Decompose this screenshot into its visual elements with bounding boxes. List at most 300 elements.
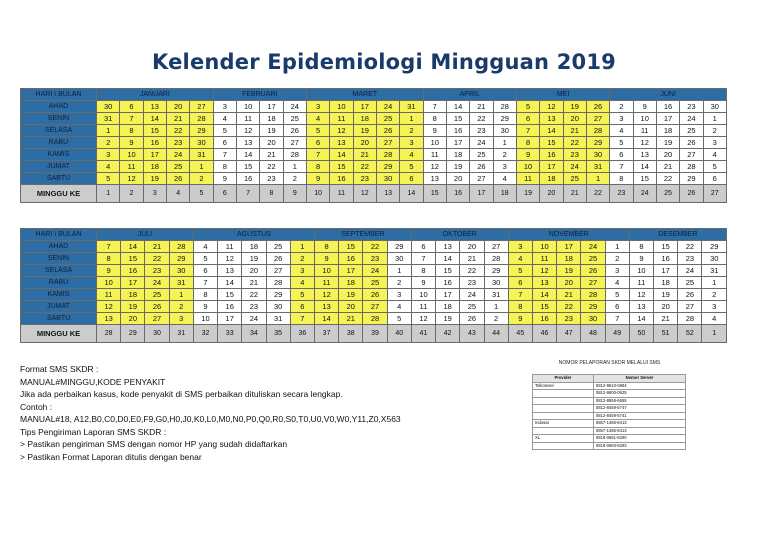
date-cell: 14 xyxy=(633,161,656,173)
server-number-cell: 0812-8459-5741 xyxy=(593,412,685,420)
week-number: 13 xyxy=(376,185,399,203)
date-cell: 15 xyxy=(330,161,353,173)
day-row xyxy=(21,125,727,137)
date-cell: 18 xyxy=(260,113,283,125)
date-cell: 6 xyxy=(516,113,539,125)
week-number: 12 xyxy=(353,185,376,203)
date-cell: 19 xyxy=(654,289,678,301)
week-number: 44 xyxy=(484,325,508,343)
date-cell: 13 xyxy=(436,241,460,253)
date-cell: 24 xyxy=(242,313,266,325)
day-row xyxy=(21,241,727,253)
month-name: AGUSTUS xyxy=(193,229,314,241)
week-number: 23 xyxy=(610,185,633,203)
date-cell: 6 xyxy=(605,301,629,313)
date-cell: 16 xyxy=(218,301,242,313)
date-cell: 10 xyxy=(97,277,121,289)
date-cell: 30 xyxy=(169,265,193,277)
date-cell: 22 xyxy=(563,137,586,149)
date-cell: 26 xyxy=(680,137,703,149)
date-cell: 15 xyxy=(532,301,556,313)
week-number: 22 xyxy=(586,185,609,203)
date-cell: 22 xyxy=(260,161,283,173)
date-cell: 19 xyxy=(563,101,586,113)
date-cell: 10 xyxy=(629,265,653,277)
sms-row xyxy=(533,397,686,405)
week-number: 26 xyxy=(680,185,703,203)
date-cell: 18 xyxy=(656,125,679,137)
day-row xyxy=(21,101,727,113)
date-cell: 11 xyxy=(423,149,446,161)
date-cell: 4 xyxy=(508,253,532,265)
date-cell: 29 xyxy=(387,241,411,253)
date-cell: 4 xyxy=(213,113,236,125)
date-cell: 11 xyxy=(236,113,259,125)
date-cell: 5 xyxy=(213,125,236,137)
date-cell: 24 xyxy=(283,101,306,113)
week-number-row xyxy=(21,325,727,343)
date-cell: 17 xyxy=(121,277,145,289)
date-cell: 20 xyxy=(446,173,469,185)
date-cell: 6 xyxy=(306,137,329,149)
date-cell: 30 xyxy=(586,149,609,161)
date-cell: 8 xyxy=(120,125,143,137)
date-cell: 11 xyxy=(411,301,435,313)
date-cell: 31 xyxy=(702,265,727,277)
date-cell: 25 xyxy=(460,301,484,313)
date-cell: 5 xyxy=(193,253,217,265)
date-cell: 30 xyxy=(703,101,726,113)
date-cell: 7 xyxy=(193,277,217,289)
date-cell: 23 xyxy=(145,265,169,277)
date-cell: 13 xyxy=(143,101,166,113)
page-title: Kelender Epidemiologi Mingguan 2019 xyxy=(152,50,616,74)
date-cell: 17 xyxy=(540,161,563,173)
date-cell: 18 xyxy=(557,253,581,265)
date-cell: 16 xyxy=(330,173,353,185)
date-cell: 6 xyxy=(400,173,423,185)
date-cell: 25 xyxy=(376,113,399,125)
week-number: 5 xyxy=(190,185,213,203)
date-cell: 5 xyxy=(290,289,314,301)
day-name: KAMIS xyxy=(21,149,97,161)
date-cell: 18 xyxy=(242,241,266,253)
date-cell: 19 xyxy=(557,265,581,277)
date-cell: 7 xyxy=(290,313,314,325)
week-number: 35 xyxy=(266,325,290,343)
date-cell: 18 xyxy=(339,277,363,289)
week-number: 19 xyxy=(516,185,539,203)
week-number: 45 xyxy=(508,325,532,343)
date-cell: 7 xyxy=(120,113,143,125)
week-number: 49 xyxy=(605,325,629,343)
date-cell: 15 xyxy=(339,241,363,253)
date-cell: 19 xyxy=(242,253,266,265)
date-cell: 23 xyxy=(353,173,376,185)
date-cell: 7 xyxy=(411,253,435,265)
week-number: 33 xyxy=(218,325,242,343)
provider-cell xyxy=(533,405,594,413)
sms-row xyxy=(533,412,686,420)
date-cell: 18 xyxy=(436,301,460,313)
date-cell: 31 xyxy=(484,289,508,301)
date-cell: 11 xyxy=(120,161,143,173)
day-name: AHAD xyxy=(21,101,97,113)
sms-header-row xyxy=(533,375,686,383)
week-number: 10 xyxy=(306,185,329,203)
date-cell: 18 xyxy=(121,289,145,301)
date-cell: 2 xyxy=(97,137,120,149)
date-cell: 21 xyxy=(166,113,189,125)
sms-row xyxy=(533,405,686,413)
date-cell: 13 xyxy=(423,173,446,185)
date-cell: 1 xyxy=(605,241,629,253)
date-cell: 20 xyxy=(242,265,266,277)
week-number: 46 xyxy=(532,325,556,343)
date-cell: 5 xyxy=(605,289,629,301)
week-number: 36 xyxy=(290,325,314,343)
date-cell: 20 xyxy=(353,137,376,149)
date-cell: 20 xyxy=(166,101,189,113)
date-cell: 29 xyxy=(493,113,516,125)
week-label: MINGGU KE xyxy=(21,325,97,343)
date-cell: 19 xyxy=(353,125,376,137)
day-name: AHAD xyxy=(21,241,97,253)
date-cell: 3 xyxy=(703,137,726,149)
date-cell: 27 xyxy=(484,241,508,253)
sms-row xyxy=(533,427,686,435)
date-cell: 26 xyxy=(283,125,306,137)
date-cell: 28 xyxy=(266,277,290,289)
info-line: MANUAL#18, A12,B0,C0,D0,E0,F9,G0,H0,J0,K0,L0,M0,N0,P0,Q0,R0,S0,T0,U0,V0,W0,Y11,Z0,X563 xyxy=(20,414,401,424)
week-number: 43 xyxy=(460,325,484,343)
date-cell: 6 xyxy=(290,301,314,313)
date-cell: 12 xyxy=(97,301,121,313)
date-cell: 14 xyxy=(236,149,259,161)
date-cell: 28 xyxy=(283,149,306,161)
info-line: Jika ada perbaikan kasus, kode penyakit di SMS perbaikan dituliskan secara lengkap. xyxy=(20,389,343,399)
date-cell: 19 xyxy=(121,301,145,313)
date-cell: 1 xyxy=(290,241,314,253)
header-label: HARI \ BULAN xyxy=(21,89,97,101)
date-cell: 28 xyxy=(680,161,703,173)
date-cell: 13 xyxy=(236,137,259,149)
week-number: 42 xyxy=(436,325,460,343)
date-cell: 16 xyxy=(532,313,556,325)
date-cell: 11 xyxy=(532,253,556,265)
sms-format-info xyxy=(20,363,401,463)
date-cell: 12 xyxy=(423,161,446,173)
week-number: 48 xyxy=(581,325,605,343)
date-cell: 8 xyxy=(629,241,653,253)
date-cell: 15 xyxy=(236,161,259,173)
date-cell: 25 xyxy=(680,125,703,137)
date-cell: 27 xyxy=(363,301,387,313)
week-number-row xyxy=(21,185,727,203)
date-cell: 1 xyxy=(400,113,423,125)
week-number: 37 xyxy=(314,325,338,343)
date-cell: 23 xyxy=(166,137,189,149)
date-cell: 3 xyxy=(306,101,329,113)
date-cell: 27 xyxy=(376,137,399,149)
date-cell: 4 xyxy=(605,277,629,289)
date-cell: 4 xyxy=(702,313,727,325)
date-cell: 31 xyxy=(169,277,193,289)
week-number: 28 xyxy=(97,325,121,343)
info-line: > Pastikan Format Laporan ditulis dengan benar xyxy=(20,451,202,462)
day-row xyxy=(21,253,727,265)
date-cell: 2 xyxy=(484,313,508,325)
week-number: 52 xyxy=(678,325,702,343)
date-cell: 15 xyxy=(540,137,563,149)
month-name: APRIL xyxy=(423,89,516,101)
month-name: MEI xyxy=(516,89,609,101)
date-cell: 4 xyxy=(193,241,217,253)
week-number: 39 xyxy=(363,325,387,343)
date-cell: 3 xyxy=(508,241,532,253)
day-name: SENIN xyxy=(21,253,97,265)
date-cell: 27 xyxy=(470,173,493,185)
date-cell: 15 xyxy=(633,173,656,185)
week-number: 47 xyxy=(557,325,581,343)
date-cell: 22 xyxy=(242,289,266,301)
date-cell: 30 xyxy=(484,277,508,289)
date-cell: 23 xyxy=(470,125,493,137)
date-cell: 17 xyxy=(260,101,283,113)
date-cell: 25 xyxy=(145,289,169,301)
date-cell: 20 xyxy=(654,301,678,313)
week-number: 32 xyxy=(193,325,217,343)
date-cell: 24 xyxy=(563,161,586,173)
date-cell: 1 xyxy=(97,125,120,137)
sms-row xyxy=(533,442,686,450)
month-name: OKTOBER xyxy=(411,229,508,241)
provider-cell: Indosat xyxy=(533,420,594,428)
day-row xyxy=(21,149,727,161)
date-cell: 7 xyxy=(306,149,329,161)
date-cell: 12 xyxy=(633,137,656,149)
month-header-row xyxy=(21,229,727,241)
date-cell: 5 xyxy=(508,265,532,277)
date-cell: 26 xyxy=(145,301,169,313)
date-cell: 15 xyxy=(218,289,242,301)
date-cell: 21 xyxy=(242,277,266,289)
date-cell: 21 xyxy=(656,161,679,173)
date-cell: 10 xyxy=(236,101,259,113)
date-cell: 9 xyxy=(213,173,236,185)
date-cell: 2 xyxy=(605,253,629,265)
sms-row xyxy=(533,382,686,390)
date-cell: 4 xyxy=(97,161,120,173)
date-cell: 22 xyxy=(460,265,484,277)
date-cell: 20 xyxy=(656,149,679,161)
week-number: 41 xyxy=(411,325,435,343)
date-cell: 17 xyxy=(339,265,363,277)
date-cell: 29 xyxy=(702,241,727,253)
date-cell: 13 xyxy=(540,113,563,125)
date-cell: 31 xyxy=(97,113,120,125)
date-cell: 5 xyxy=(97,173,120,185)
date-cell: 29 xyxy=(169,253,193,265)
week-number: 1 xyxy=(97,185,120,203)
month-name: JANUARI xyxy=(97,89,214,101)
date-cell: 25 xyxy=(283,113,306,125)
date-cell: 21 xyxy=(460,253,484,265)
date-cell: 8 xyxy=(516,137,539,149)
date-cell: 9 xyxy=(306,173,329,185)
day-name: SELASA xyxy=(21,125,97,137)
date-cell: 28 xyxy=(493,101,516,113)
week-number: 25 xyxy=(656,185,679,203)
sms-number-table xyxy=(532,374,686,450)
month-name: JULI xyxy=(97,229,194,241)
date-cell: 13 xyxy=(330,137,353,149)
week-number: 17 xyxy=(470,185,493,203)
date-cell: 23 xyxy=(680,101,703,113)
date-cell: 26 xyxy=(166,173,189,185)
date-cell: 11 xyxy=(629,277,653,289)
date-cell: 25 xyxy=(470,149,493,161)
date-cell: 7 xyxy=(213,149,236,161)
date-cell: 2 xyxy=(169,301,193,313)
date-cell: 11 xyxy=(314,277,338,289)
date-cell: 28 xyxy=(169,241,193,253)
date-cell: 1 xyxy=(190,161,213,173)
week-number: 6 xyxy=(213,185,236,203)
date-cell: 23 xyxy=(260,173,283,185)
date-cell: 13 xyxy=(633,149,656,161)
server-number-cell: 0857-1486-8413 xyxy=(593,420,685,428)
date-cell: 7 xyxy=(605,313,629,325)
day-name: JUMAT xyxy=(21,161,97,173)
date-cell: 28 xyxy=(484,253,508,265)
date-cell: 12 xyxy=(540,101,563,113)
date-cell: 31 xyxy=(586,161,609,173)
date-cell: 30 xyxy=(581,313,605,325)
day-row xyxy=(21,313,727,325)
date-cell: 21 xyxy=(654,313,678,325)
date-cell: 14 xyxy=(314,313,338,325)
date-cell: 9 xyxy=(411,277,435,289)
week-number: 34 xyxy=(242,325,266,343)
day-row xyxy=(21,137,727,149)
date-cell: 3 xyxy=(702,301,727,313)
date-cell: 1 xyxy=(484,301,508,313)
date-cell: 9 xyxy=(629,253,653,265)
date-cell: 4 xyxy=(400,149,423,161)
date-cell: 24 xyxy=(363,265,387,277)
date-cell: 20 xyxy=(557,277,581,289)
server-number-cell: 0857-1486-8413 xyxy=(593,427,685,435)
date-cell: 30 xyxy=(702,253,727,265)
provider-cell xyxy=(533,442,594,450)
week-number: 8 xyxy=(260,185,283,203)
date-cell: 3 xyxy=(387,289,411,301)
date-cell: 21 xyxy=(557,289,581,301)
date-cell: 8 xyxy=(306,161,329,173)
week-number: 38 xyxy=(339,325,363,343)
week-number: 9 xyxy=(283,185,306,203)
date-cell: 15 xyxy=(143,125,166,137)
week-number: 40 xyxy=(387,325,411,343)
month-name: JUNI xyxy=(610,89,727,101)
week-number: 31 xyxy=(169,325,193,343)
date-cell: 8 xyxy=(193,289,217,301)
date-cell: 23 xyxy=(557,313,581,325)
date-cell: 15 xyxy=(446,113,469,125)
date-cell: 21 xyxy=(470,101,493,113)
date-cell: 10 xyxy=(423,137,446,149)
date-cell: 17 xyxy=(436,289,460,301)
date-cell: 24 xyxy=(680,113,703,125)
date-cell: 11 xyxy=(218,241,242,253)
date-cell: 30 xyxy=(190,137,213,149)
date-cell: 28 xyxy=(363,313,387,325)
date-cell: 9 xyxy=(633,101,656,113)
date-cell: 27 xyxy=(581,277,605,289)
date-cell: 9 xyxy=(193,301,217,313)
date-cell: 21 xyxy=(353,149,376,161)
day-name: SABTU xyxy=(21,173,97,185)
day-name: JUMAT xyxy=(21,301,97,313)
date-cell: 9 xyxy=(516,149,539,161)
week-number: 4 xyxy=(166,185,189,203)
date-cell: 8 xyxy=(610,173,633,185)
date-cell: 10 xyxy=(193,313,217,325)
day-name: RABU xyxy=(21,137,97,149)
server-number-cell: 0812-9610-0884 xyxy=(593,382,685,390)
date-cell: 3 xyxy=(610,113,633,125)
date-cell: 17 xyxy=(557,241,581,253)
date-cell: 24 xyxy=(460,289,484,301)
day-row xyxy=(21,173,727,185)
date-cell: 3 xyxy=(213,101,236,113)
date-cell: 18 xyxy=(143,161,166,173)
date-cell: 14 xyxy=(540,125,563,137)
date-cell: 1 xyxy=(703,113,726,125)
date-cell: 10 xyxy=(516,161,539,173)
date-cell: 20 xyxy=(563,113,586,125)
date-cell: 27 xyxy=(145,313,169,325)
day-name: SELASA xyxy=(21,265,97,277)
date-cell: 15 xyxy=(121,253,145,265)
date-cell: 29 xyxy=(484,265,508,277)
date-cell: 28 xyxy=(376,149,399,161)
date-cell: 25 xyxy=(581,253,605,265)
date-cell: 5 xyxy=(306,125,329,137)
date-cell: 10 xyxy=(411,289,435,301)
date-cell: 14 xyxy=(218,277,242,289)
month-name: FEBRUARI xyxy=(213,89,306,101)
date-cell: 24 xyxy=(145,277,169,289)
week-number: 7 xyxy=(236,185,259,203)
date-cell: 23 xyxy=(460,277,484,289)
date-cell: 26 xyxy=(363,289,387,301)
date-cell: 14 xyxy=(436,253,460,265)
day-name: KAMIS xyxy=(21,289,97,301)
date-cell: 30 xyxy=(387,253,411,265)
provider-cell xyxy=(533,427,594,435)
day-row xyxy=(21,161,727,173)
date-cell: 23 xyxy=(678,253,702,265)
date-cell: 22 xyxy=(470,113,493,125)
date-cell: 1 xyxy=(586,173,609,185)
date-cell: 22 xyxy=(363,241,387,253)
provider-cell xyxy=(533,397,594,405)
sms-panel-title: NOMOR PELAPORAN SKDR MELALUI SMS xyxy=(558,360,661,366)
date-cell: 24 xyxy=(376,101,399,113)
date-cell: 13 xyxy=(314,301,338,313)
